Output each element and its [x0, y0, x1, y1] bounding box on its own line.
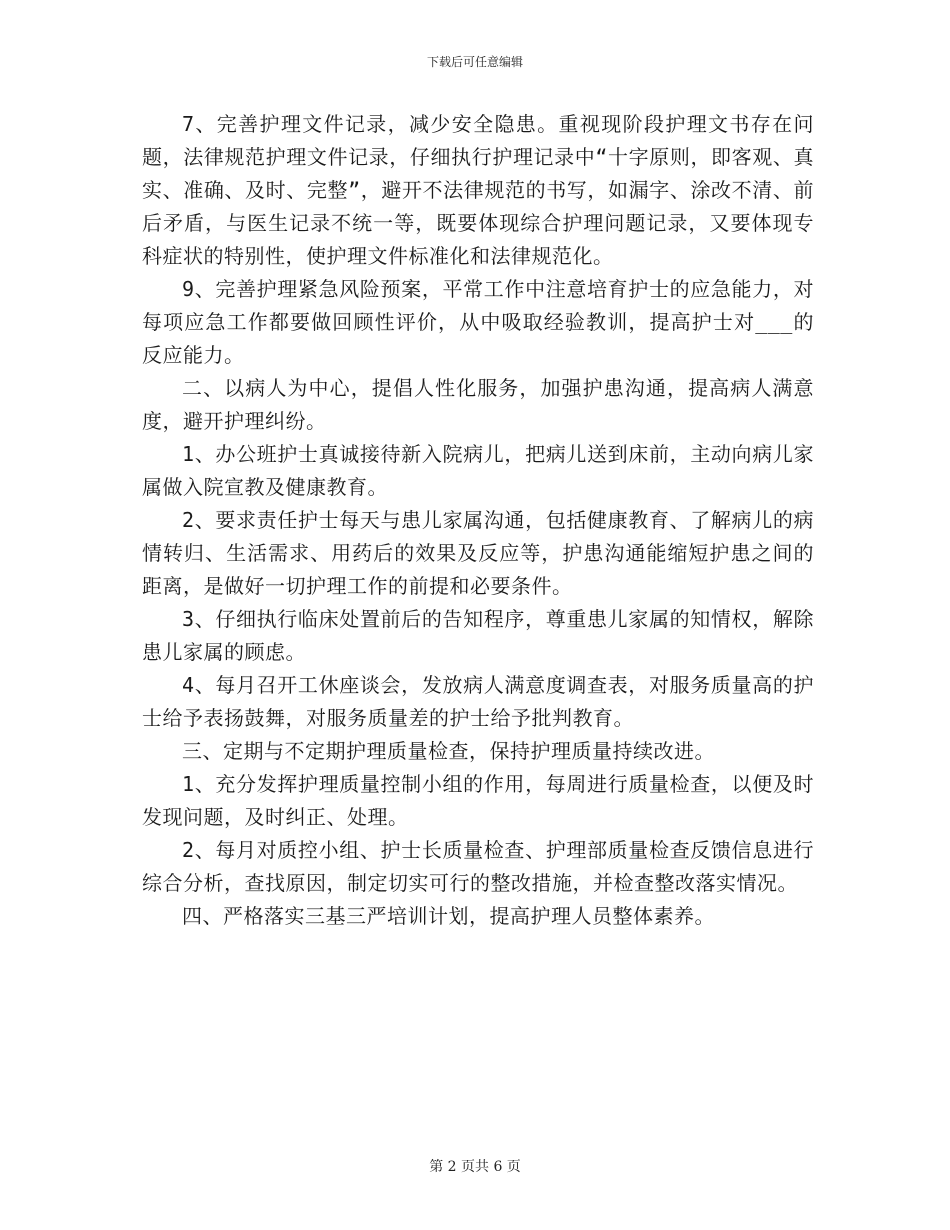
section-heading-3: 三、定期与不定期护理质量检查，保持护理质量持续改进。 [182, 739, 715, 763]
section-heading-2: 二、以病人为中心，提倡人性化服务，加强护患沟通，提高病人满意度，避开护理纠纷。 [142, 376, 814, 433]
paragraph-item-3-2: 2、每月对质控小组、护士长质量检查、护理部质量检查反馈信息进行综合分析，查找原因，制定切实可行的整改措施，并检查整改落实情况。 [142, 838, 814, 895]
paragraph-item-9: 9、完善护理紧急风险预案，平常工作中注意培育护士的应急能力，对每项应急工作都要做回顾性评价，从中吸取经验教训，提高护士对___的反应能力。 [142, 277, 814, 367]
paragraph-item-7: 7、完善护理文件记录，减少安全隐患。重视现阶段护理文书存在问题，法律规范护理文件记录，仔细执行护理记录中“十字原则，即客观、真实、准确、及时、完整”，避开不法律规范的书写，如漏字、涂改不清、前后矛盾，与医生记录不统一等，既要体现综合护理问题记录，又要体现专科症状的特别性，使护理文件标准化和法律规范化。 [142, 112, 814, 268]
paragraph-item-3-1: 1、充分发挥护理质量控制小组的作用，每周进行质量检查，以便及时发现问题，及时纠正、处理。 [142, 772, 814, 829]
paragraph-item-2-1: 1、办公班护士真诚接待新入院病儿，把病儿送到床前，主动向病儿家属做入院宣教及健康教育。 [142, 442, 814, 499]
paragraph-item-2-2: 2、要求责任护士每天与患儿家属沟通，包括健康教育、了解病儿的病情转归、生活需求、用药后的效果及反应等，护患沟通能缩短护患之间的距离，是做好一切护理工作的前提和必要条件。 [142, 508, 814, 598]
page-header: 下载后可任意编辑 [426, 55, 523, 69]
paragraph-item-2-3: 3、仔细执行临床处置前后的告知程序，尊重患儿家属的知情权，解除患儿家属的顾虑。 [142, 607, 814, 664]
paragraph-item-2-4: 4、每月召开工休座谈会，发放病人满意度调查表，对服务质量高的护士给予表扬鼓舞，对服务质量差的护士给予批判教育。 [142, 673, 814, 730]
section-heading-4: 四、严格落实三基三严培训计划，提高护理人员整体素养。 [182, 904, 715, 928]
document-body [142, 108, 814, 933]
page-footer: 第 2 页共 6 页 [429, 1159, 521, 1175]
